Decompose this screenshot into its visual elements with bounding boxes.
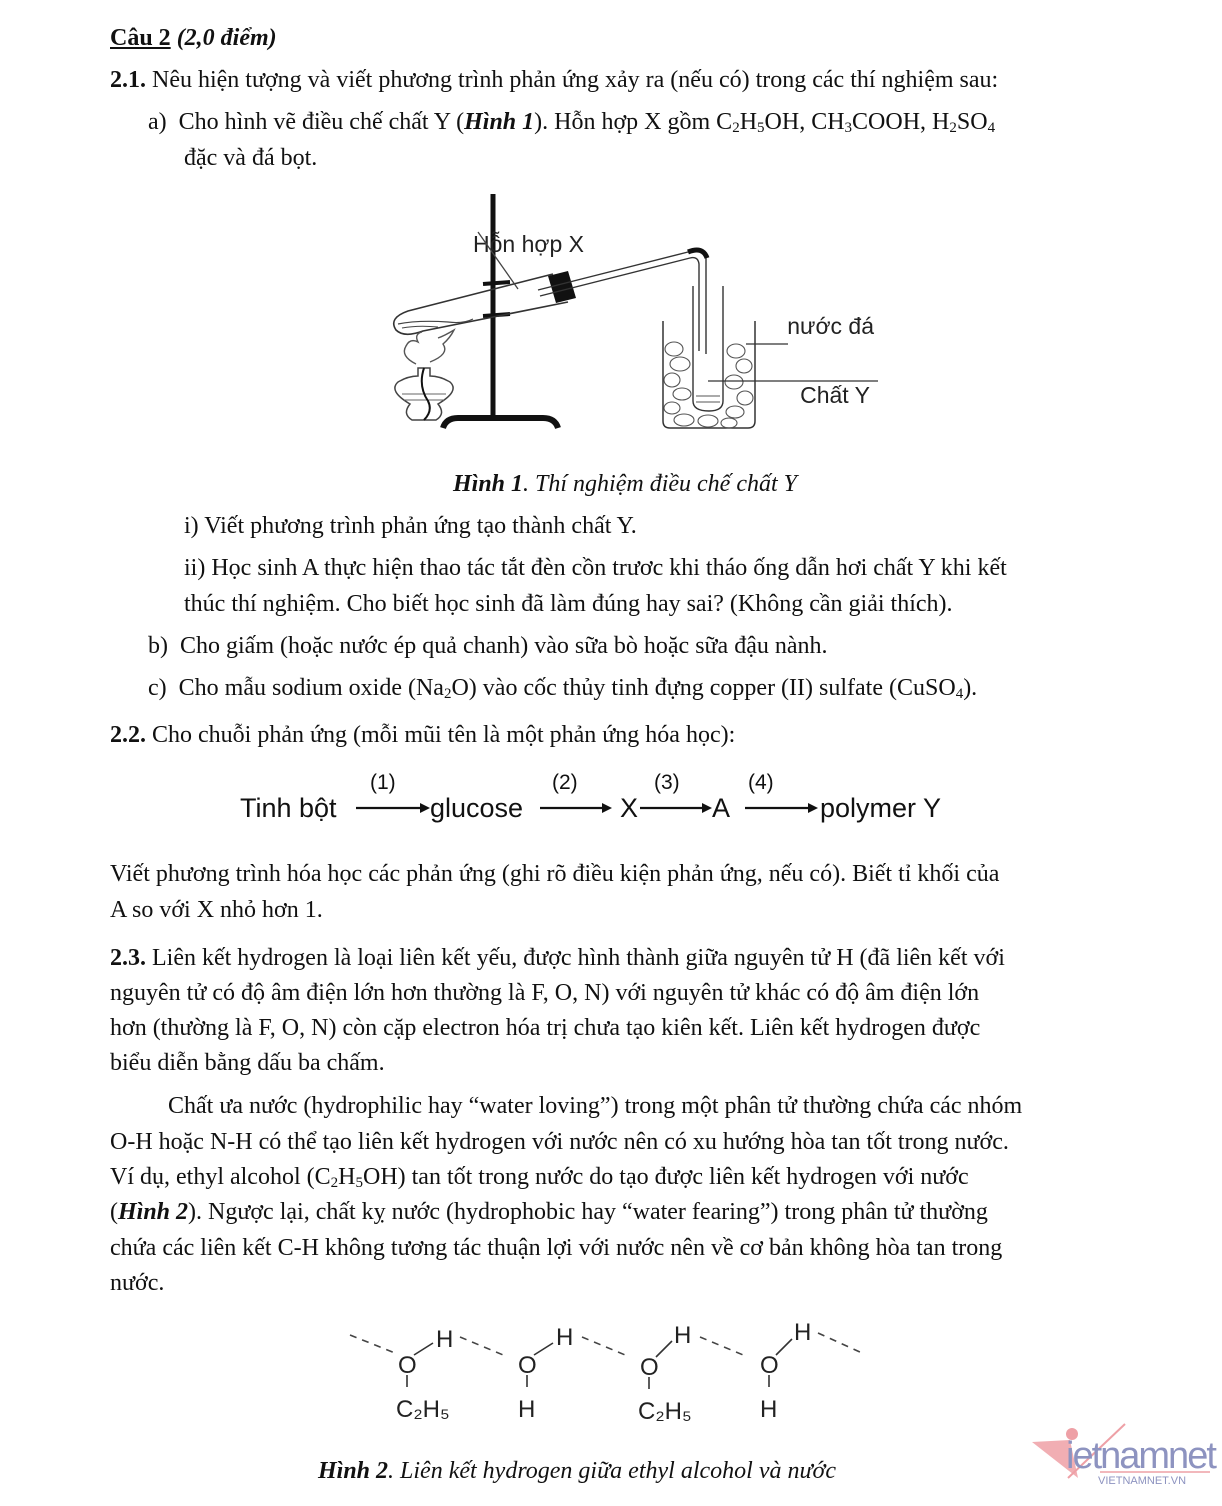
molecule1-hydrogen: H	[436, 1326, 454, 1353]
q23-number: 2.3.	[110, 945, 146, 971]
q22-number: 2.2.	[110, 722, 146, 748]
molecule4-hydrogen-bottom: H	[760, 1396, 778, 1423]
q23-p2-line3-a: Ví dụ, ethyl alcohol (C	[110, 1164, 331, 1190]
q21-a-line2: đặc và đá bọt.	[184, 145, 318, 171]
figure2-caption	[318, 1455, 836, 1487]
q21-a-text: Cho hình vẽ điều chế chất Y (	[178, 109, 465, 135]
q21-a-line1: a) Cho hình vẽ điều chế chất Y (Hình 1). Hỗn hợp X gồm $C_2H_5OH$, $CH_3COOH$, $H_2SO_4$	[148, 109, 996, 136]
figure2-caption-text: . Liên kết hydrogen giữa ethyl alcohol và nước	[388, 1458, 837, 1484]
label-mixture-x: Hỗn hợp X	[473, 231, 584, 257]
molecule2-hydrogen: H	[556, 1324, 574, 1351]
q21-b-text: Cho giấm (hoặc nước ép quả chanh) vào sữa bò hoặc sữa đậu nành.	[180, 633, 828, 659]
molecule2-oxygen: O	[518, 1352, 537, 1379]
q21-a-ii-line1: ii) Học sinh A thực hiện thao tác tắt đèn cồn trươc khi tháo ống dẫn hơi chất Y khi kết	[184, 555, 1007, 581]
q23-p1-line1	[110, 942, 1005, 974]
question-number: Câu 2	[110, 25, 171, 51]
question-points: (2,0 điểm)	[176, 25, 277, 51]
arrow-label-1: (1)	[370, 771, 396, 794]
q21-number: 2.1.	[110, 67, 146, 93]
arrow-label-4: (4)	[748, 771, 774, 794]
q23-p2-line1: Chất ưa nước (hydrophilic hay “water loving”) trong một phân tử thường chứa các nhóm	[168, 1093, 1023, 1119]
vietnamnet-logo	[1030, 1420, 1220, 1490]
q23-p2-line2: O-H hoặc N-H có thể tạo liên kết hydrogen với nước nên có xu hướng hòa tan tốt trong nước.	[110, 1129, 1009, 1155]
q21-a-ii-line2: thúc thí nghiệm. Cho biết học sinh đã làm đúng hay sai? (Không cần giải thích).	[184, 591, 953, 617]
q23-p2-line6: nước.	[110, 1270, 165, 1296]
label-ice-water: nước đá	[787, 313, 874, 339]
q22-task-line2: A so với X nhỏ hơn 1.	[110, 897, 323, 923]
chain-node-polymer-y: polymer Y	[820, 793, 942, 823]
q23-p1-line2: nguyên tử có độ âm điện lớn hơn thường là F, O, N) với nguyên tử khác có độ âm điện lớn	[110, 980, 980, 1006]
arrow-label-3: (3)	[654, 771, 680, 794]
chain-node-glucose: glucose	[430, 793, 524, 823]
q21-c-text: Cho mẫu sodium oxide (Na	[178, 675, 444, 701]
molecule1-ethyl: C₂H₅	[396, 1396, 450, 1423]
figure2-ref: Hình 2	[118, 1199, 189, 1225]
ice-cubes	[664, 342, 753, 428]
q22-intro	[110, 719, 735, 751]
q21-intro	[110, 64, 998, 96]
q23-p2-line3-b: OH) tan tốt trong nước do tạo được liên kết hydrogen với nước	[362, 1164, 969, 1190]
chain-node-x: X	[620, 793, 639, 823]
q21-a-marker: a)	[148, 109, 167, 135]
q21-intro-text: Nêu hiện tượng và viết phương trình phản ứng xảy ra (nếu có) trong các thí nghiệm sau:	[152, 67, 999, 93]
flame	[404, 330, 454, 364]
q23-p2-line3: Ví dụ, ethyl alcohol $(C_2H_5OH)$ tan tốt trong nước do tạo được liên kết hydrogen với nước	[110, 1164, 969, 1191]
q21-b-marker: b)	[148, 633, 168, 659]
figure1-apparatus	[358, 186, 878, 436]
q21-c-marker: c)	[148, 675, 167, 701]
molecule3-hydrogen: H	[674, 1322, 692, 1349]
figure1-caption	[453, 468, 797, 500]
molecule4-oxygen: O	[760, 1352, 779, 1379]
test-tube	[394, 274, 568, 334]
figure2-hydrogen-bonds	[340, 1315, 880, 1425]
figure1-caption-text: . Thí nghiệm điều chế chất Y	[523, 471, 797, 497]
molecule4-hydrogen: H	[794, 1319, 812, 1346]
q21-c-text-end: ).	[963, 675, 978, 701]
q21-c: c) Cho mẫu sodium oxide $(Na_2O)$ vào cốc thủy tinh đựng copper (II) sulfate (CuSO$_4$).	[148, 675, 978, 702]
q22-intro-text: Cho chuỗi phản ứng (mỗi mũi tên là một phản ứng hóa học):	[152, 722, 736, 748]
figure1-caption-label: Hình 1	[453, 471, 524, 497]
molecule3-ethyl: C₂H₅	[638, 1398, 692, 1425]
molecule3-oxygen: O	[640, 1354, 659, 1381]
q23-p1-text: Liên kết hydrogen là loại liên kết yếu, được hình thành giữa nguyên tử H (đã liên kết với	[152, 945, 1005, 971]
q21-b	[148, 630, 828, 662]
question-header	[110, 22, 277, 54]
q23-p2-line5: chứa các liên kết C-H không tương tác thuận lợi với nước nên về cơ bản không hòa tan trong	[110, 1235, 1003, 1261]
chain-node-starch: Tinh bột	[240, 793, 337, 823]
q23-p2-line4: (Hình 2). Ngược lại, chất kỵ nước (hydrophobic hay “water fearing”) trong phân tử thường	[110, 1199, 988, 1225]
stand-base	[443, 418, 558, 428]
q21-c-text-cont: O) vào cốc thủy tinh đựng copper (II) sulfate (CuSO	[451, 675, 956, 701]
q21-a-i: i) Viết phương trình phản ứng tạo thành chất Y.	[184, 513, 637, 539]
figure1-ref: Hình 1	[464, 109, 535, 135]
molecule2-hydrogen-bottom: H	[518, 1396, 536, 1423]
label-product-y: Chất Y	[800, 382, 870, 408]
logo-brand: ietnamnet	[1066, 1435, 1215, 1477]
reaction-chain	[240, 765, 970, 835]
q22-task-line1: Viết phương trình hóa học các phản ứng (ghi rõ điều kiện phản ứng, nếu có). Biết tỉ khối của	[110, 861, 1000, 887]
q23-p2-line4-text: ). Ngược lại, chất kỵ nước (hydrophobic hay “water fearing”) trong phân tử thường	[188, 1199, 988, 1225]
q23-p1-line4: biểu diễn bằng dấu ba chấm.	[110, 1050, 385, 1076]
chain-node-a: A	[712, 793, 731, 823]
q23-p1-line3: hơn (thường là F, O, N) còn cặp electron hóa trị chưa tạo kiên kết. Liên kết hydrogen được	[110, 1015, 981, 1041]
q21-a-text-cont: ). Hỗn hợp X gồm C	[534, 109, 733, 135]
molecule1-oxygen: O	[398, 1352, 417, 1379]
arrow-label-2: (2)	[552, 771, 578, 794]
receiving-tube	[693, 286, 723, 411]
logo-url: VIETNAMNET.VN	[1098, 1475, 1187, 1487]
figure2-caption-label: Hình 2	[318, 1458, 389, 1484]
